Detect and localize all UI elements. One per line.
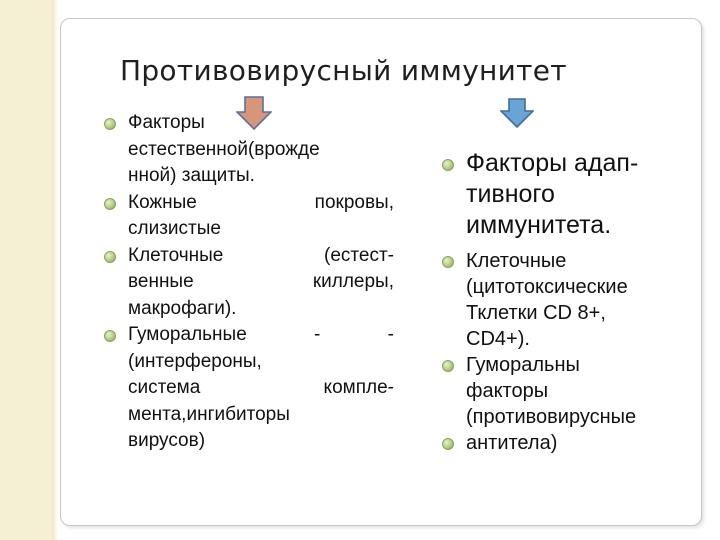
list-heading-item (442, 148, 704, 241)
bullet-dot-icon (104, 330, 116, 342)
list-item-line: Тклетки CD 8+, (466, 302, 606, 324)
list-item-line: (цитотоксические (466, 276, 628, 298)
decorative-side-band (0, 0, 52, 540)
list-item-line: вирусов) (128, 430, 206, 451)
list-item-line: CD4+). (466, 328, 530, 350)
bullet-dot-icon (442, 159, 454, 171)
list-item-line: (интерфероны, (128, 350, 262, 372)
list-item-line: тивного (466, 180, 555, 208)
list-item-line: мента,ингибиторы (128, 403, 290, 425)
list-item-line: слизистые (128, 218, 221, 239)
list-item-line: (противовирусные (466, 406, 637, 428)
list-item (104, 110, 394, 190)
list-item (104, 190, 394, 243)
innate-factors-list (104, 110, 394, 455)
list-item-line: Факторы (128, 112, 205, 133)
list-item-line: нной) защиты. (128, 165, 255, 186)
list-item-line: Кожные покровы, (128, 191, 394, 213)
list-item-line: факторы (466, 380, 549, 402)
bullet-dot-icon (442, 256, 454, 268)
bullet-dot-icon (104, 251, 116, 263)
down-arrow-icon (500, 98, 534, 128)
adaptive-factors-list (442, 148, 704, 456)
list-item-line: антитела) (466, 432, 558, 454)
list-item-line: Клеточные (466, 250, 567, 272)
list-item (442, 430, 704, 456)
list-item (104, 243, 394, 323)
bullet-dot-icon (442, 438, 454, 450)
list-item-line: макрофаги). (128, 297, 237, 319)
slide-title: Противовирусный иммунитет (120, 54, 567, 87)
bullet-dot-icon (104, 118, 116, 130)
list-item-line: Гуморальные - - (128, 324, 394, 345)
list-item (442, 352, 704, 430)
list-item-line: Гуморальны (466, 354, 580, 376)
list-item (104, 322, 394, 455)
list-item-line: система компле- (128, 377, 394, 398)
bullet-dot-icon (442, 360, 454, 372)
decorative-side-band-edge (52, 0, 58, 540)
list-item-line: венные киллеры, (128, 271, 394, 292)
list-item-line: Факторы адап- (466, 149, 639, 177)
list-item-line: иммунитета. (466, 211, 612, 239)
list-item-line: естественной(врожде (128, 138, 320, 160)
list-item (442, 248, 704, 352)
list-item-line: Клеточные (естест- (128, 244, 394, 266)
bullet-dot-icon (104, 198, 116, 210)
